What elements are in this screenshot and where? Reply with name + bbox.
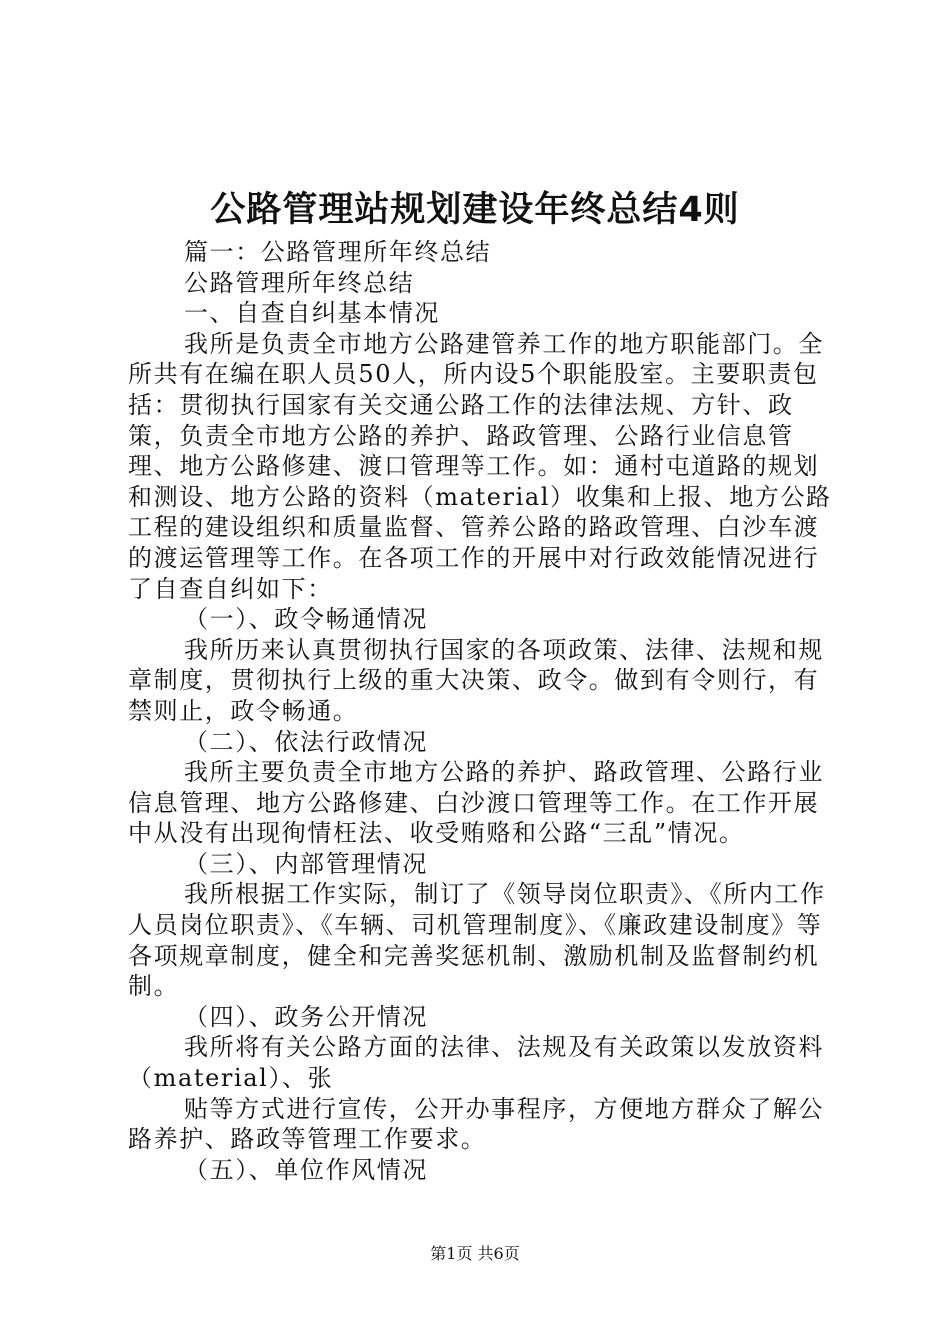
subheading-decree: （一）、政令畅通情况	[184, 605, 428, 634]
paragraph-openness-1: 我所将有关公路方面的法律、法规及有关政策以发放资料（material）、张	[128, 1033, 824, 1093]
subheading-openness: （四）、政务公开情况	[184, 1002, 428, 1031]
subheading-law: （二）、依法行政情况	[184, 727, 428, 756]
subtitle: 公路管理所年终总结	[184, 268, 415, 297]
subheading-style: （五）、单位作风情况	[184, 1155, 428, 1184]
section-heading-part-one: 篇一：公路管理所年终总结	[184, 238, 492, 266]
paragraph-overview: 我所是负责全市地方公路建管养工作的地方职能部门。全所共有在编在职人员50人，所内设5个职能股室。主要职责包括：贯彻执行国家有关交通公路工作的法律法规、方针、政策，负责全市地方公路的养护、路政管理、公路行业信息管理、地方公路修建、渡口管理等工作。如：通村屯道路的规划和测设、地方公路的资料（material）收集和上报、地方公路工程的建设组织和质量监督、管养公路的路政管理、白沙车渡的渡运管理等工作。在各项工作的开展中对行政效能情况进行了自查自纠如下：	[128, 329, 832, 603]
subheading-internal: （三）、内部管理情况	[184, 849, 428, 878]
paragraph-law: 我所主要负责全市地方公路的养护、路政管理、公路行业信息管理、地方公路修建、白沙渡口管理等工作。在工作开展中从没有出现徇情枉法、收受贿赂和公路“三乱”情况。	[128, 758, 824, 848]
document-title: 公路管理站规划建设年终总结4则	[210, 190, 740, 230]
paragraph-decree: 我所历来认真贯彻执行国家的各项政策、法律、法规和规章制度，贯彻执行上级的重大决策、政令。做到有令则行，有禁则止，政令畅通。	[128, 635, 824, 725]
section-heading-self-check: 一、自查自纠基本情况	[184, 299, 440, 328]
page-indicator: 第1页 共6页	[430, 1244, 520, 1263]
paragraph-openness-2: 贴等方式进行宣传，公开办事程序，方便地方群众了解公路养护、路政等管理工作要求。	[128, 1094, 824, 1154]
paragraph-internal: 我所根据工作实际，制订了《领导岗位职责》、《所内工作人员岗位职责》、《车辆、司机管理制度》、《廉政建设制度》等各项规章制度，健全和完善奖惩机制、激励机制及监督制约机制。	[128, 880, 826, 1001]
document-body	[128, 237, 834, 1185]
